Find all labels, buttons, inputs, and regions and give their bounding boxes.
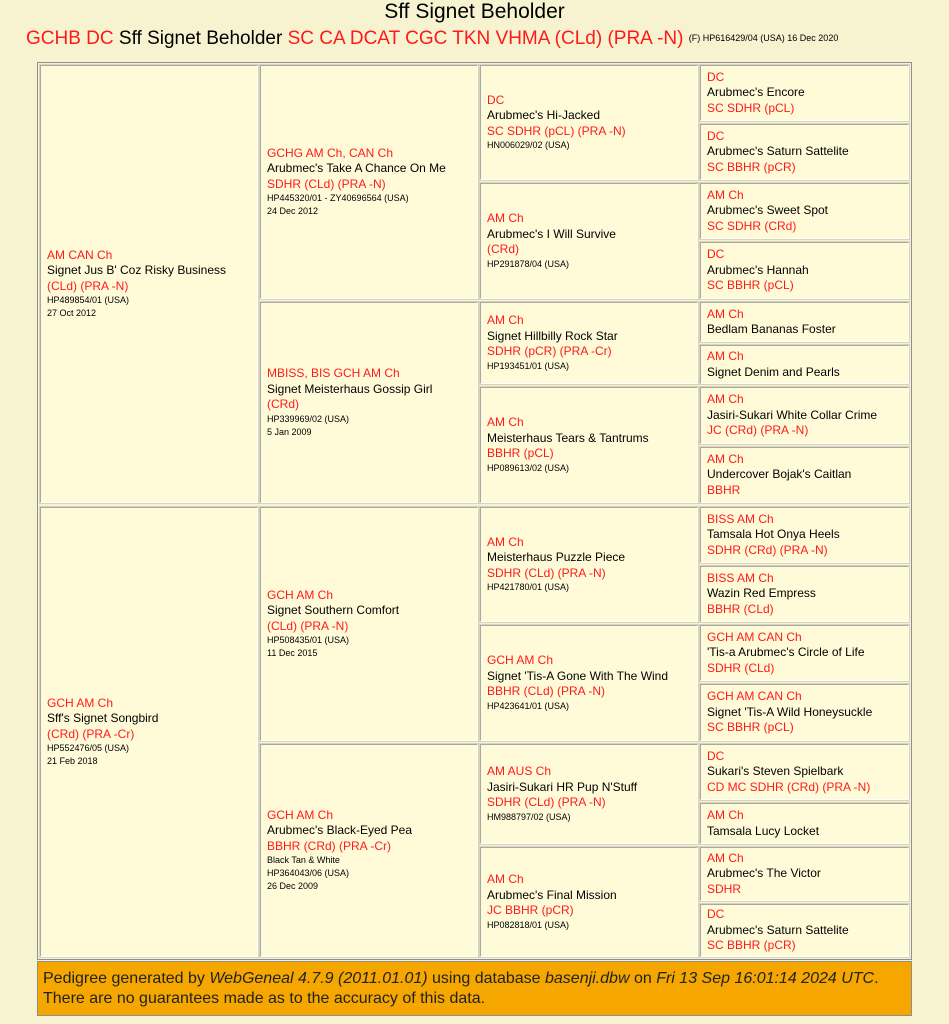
dog-name[interactable]: 'Tis-a Arubmec's Circle of Life <box>707 645 865 660</box>
health-titles: JC (CRd) (PRA -N) <box>707 423 809 438</box>
dog-name[interactable]: Meisterhaus Puzzle Piece <box>487 550 626 565</box>
dog-name[interactable]: Arubmec's The Victor <box>707 866 821 881</box>
dog-name[interactable]: Arubmec's Final Mission <box>487 887 617 902</box>
dog-name[interactable]: Arubmec's Take A Chance On Me <box>267 161 446 176</box>
dog-name[interactable]: Wazin Red Empress <box>707 586 816 601</box>
titles: AM Ch <box>707 392 744 407</box>
suffix-titles: SC CA DCAT CGC TKN VHMA (CLd) (PRA -N) <box>287 28 684 49</box>
titles: GCH AM Ch <box>47 695 114 710</box>
dog-name[interactable]: Arubmec's I Will Survive <box>487 226 616 241</box>
health-titles: SDHR (pCR) (PRA -Cr) <box>487 344 612 359</box>
dog-name[interactable]: Arubmec's Black-Eyed Pea <box>267 823 413 838</box>
pedigree-cell-gen2 <box>260 302 478 503</box>
dog-name[interactable]: Arubmec's Saturn Sattelite <box>707 922 849 937</box>
birth-date: 5 Jan 2009 <box>267 426 312 437</box>
health-titles: SDHR <box>707 881 742 896</box>
pedigree-cell-dam <box>40 507 258 957</box>
registration: HP291878/04 (USA) <box>487 258 570 269</box>
pedigree-cell-gen4 <box>700 65 909 121</box>
dog-name[interactable]: Tamsala Hot Onya Heels <box>707 527 840 542</box>
registration: HM988797/02 (USA) <box>487 811 571 822</box>
coat-color: Black Tan & White <box>267 855 340 866</box>
pedigree-cell-gen3 <box>480 744 698 844</box>
titles: GCH AM Ch <box>267 807 334 822</box>
dog-name[interactable]: Arubmec's Saturn Sattelite <box>707 144 849 159</box>
pedigree-cell-gen3 <box>480 65 698 180</box>
prefix-titles: GCHB DC <box>26 28 114 49</box>
dog-name[interactable]: Tamsala Lucy Locket <box>707 823 820 838</box>
titles: AM Ch <box>487 534 524 549</box>
footer-text: using database <box>427 970 545 987</box>
pedigree-cell-gen3 <box>480 387 698 503</box>
pedigree-cell-gen3 <box>480 183 698 299</box>
titles: BISS AM Ch <box>707 511 774 526</box>
dog-header-line <box>26 25 838 51</box>
titles: AM Ch <box>707 187 744 202</box>
health-titles: BBHR (CLd) <box>707 601 774 616</box>
database-name: basenji.dbw <box>545 970 630 987</box>
dog-name[interactable]: Signet 'Tis-A Gone With The Wind <box>487 668 669 683</box>
pedigree-cell-gen4 <box>700 345 909 384</box>
dog-name[interactable]: Arubmec's Sweet Spot <box>707 203 829 218</box>
registration: HP423641/01 (USA) <box>487 700 570 711</box>
registration: HP089613/02 (USA) <box>487 462 570 473</box>
dog-name[interactable]: Signet 'Tis-A Wild Honeysuckle <box>707 704 873 719</box>
titles: AM Ch <box>707 451 744 466</box>
health-titles: CD MC SDHR (CRd) (PRA -N) <box>707 779 871 794</box>
generated-date: Fri 13 Sep 16:01:14 2024 UTC <box>656 970 875 987</box>
health-titles: SDHR (CLd) (PRA -N) <box>487 565 606 580</box>
titles: AM CAN Ch <box>47 247 113 262</box>
titles: AM Ch <box>487 872 524 887</box>
dog-name[interactable]: Sukari's Steven Spielbark <box>707 764 844 779</box>
dog-details: (F) HP616429/04 (USA) 16 Dec 2020 <box>688 33 839 43</box>
health-titles: SC SDHR (pCL) (PRA -N) <box>487 123 626 138</box>
health-titles: BBHR <box>707 482 741 497</box>
birth-date: 27 Oct 2012 <box>47 308 97 319</box>
titles: GCH AM Ch <box>487 653 554 668</box>
health-titles: (CRd) <box>267 397 299 412</box>
dog-name[interactable]: Meisterhaus Tears & Tantrums <box>487 430 649 445</box>
dog-name[interactable]: Signet Meisterhaus Gossip Girl <box>267 381 433 396</box>
titles: AM Ch <box>487 415 524 430</box>
health-titles: JC BBHR (pCR) <box>487 903 574 918</box>
health-titles: (CRd) <box>487 242 519 257</box>
registration: HP489854/01 (USA) <box>47 295 130 306</box>
health-titles: SDHR (CLd) (PRA -N) <box>487 795 606 810</box>
health-titles: BBHR (CLd) (PRA -N) <box>487 684 606 699</box>
dog-name[interactable]: Signet Southern Comfort <box>267 603 400 618</box>
page-title: Sff Signet Beholder <box>384 0 565 23</box>
birth-date: 21 Feb 2018 <box>47 756 98 767</box>
titles: BISS AM Ch <box>707 570 774 585</box>
dog-name[interactable]: Arubmec's Hannah <box>707 262 809 277</box>
dog-name[interactable]: Sff's Signet Songbird <box>47 711 159 726</box>
registration: HP508435/01 (USA) <box>267 635 350 646</box>
health-titles: SC SDHR (pCL) <box>707 100 795 115</box>
dog-name[interactable]: Undercover Bojak's Caitlan <box>707 467 852 482</box>
pedigree-cell-gen4 <box>700 302 909 342</box>
pedigree-cell-gen4 <box>700 124 909 180</box>
health-titles: SDHR (CLd) (PRA -N) <box>267 176 386 191</box>
health-titles: SC BBHR (pCL) <box>707 278 794 293</box>
titles: DC <box>707 128 725 143</box>
titles: AM Ch <box>487 211 524 226</box>
health-titles: SDHR (CRd) (PRA -N) <box>707 542 828 557</box>
titles: AM Ch <box>707 850 744 865</box>
pedigree-cell-gen4 <box>700 684 909 741</box>
footer-text: Pedigree generated by <box>43 970 210 987</box>
birth-date: 26 Dec 2009 <box>267 881 319 892</box>
footer-text: on <box>629 970 657 987</box>
dog-name[interactable]: Jasiri-Sukari HR Pup N'Stuff <box>487 779 638 794</box>
pedigree-cell-gen4 <box>700 387 909 444</box>
health-titles: (CRd) (PRA -Cr) <box>47 726 135 741</box>
health-titles: SC BBHR (pCL) <box>707 720 794 735</box>
registration: HP552476/05 (USA) <box>47 743 130 754</box>
pedigree-cell-gen4 <box>700 847 909 901</box>
pedigree-cell-gen2 <box>260 744 478 957</box>
pedigree-cell-gen4 <box>700 183 909 239</box>
health-titles: SDHR (CLd) <box>707 660 775 675</box>
registration: HP193451/01 (USA) <box>487 360 570 371</box>
pedigree-cell-gen4 <box>700 507 909 563</box>
registration: HP339969/02 (USA) <box>267 413 350 424</box>
pedigree-cell-gen4 <box>700 242 909 299</box>
birth-date: 11 Dec 2015 <box>267 648 318 659</box>
pedigree-cell-gen4 <box>700 904 909 957</box>
titles: AM Ch <box>707 808 744 822</box>
dog-name[interactable]: Bedlam Bananas Foster <box>707 322 836 336</box>
titles: DC <box>707 247 725 262</box>
pedigree-table <box>37 62 912 960</box>
pedigree-cell-gen4 <box>700 625 909 681</box>
pedigree-cell-gen4 <box>700 803 909 844</box>
health-titles: BBHR (CRd) (PRA -Cr) <box>267 838 392 853</box>
pedigree-cell-sire <box>40 65 258 503</box>
dog-name[interactable]: Signet Denim and Pearls <box>707 364 840 379</box>
titles: GCHG AM Ch, CAN Ch <box>267 145 394 160</box>
titles: GCH AM CAN Ch <box>707 629 802 644</box>
pedigree-cell-gen2 <box>260 507 478 741</box>
health-titles: BBHR (pCL) <box>487 446 554 461</box>
registration: HP421780/01 (USA) <box>487 582 570 593</box>
pedigree-cell-gen2 <box>260 65 478 299</box>
registration: HN006029/02 (USA) <box>487 140 570 151</box>
dog-name[interactable]: Signet Jus B' Coz Risky Business <box>47 263 227 278</box>
titles: AM AUS Ch <box>487 764 552 779</box>
pedigree-cell-gen4 <box>700 744 909 800</box>
pedigree-cell-gen3 <box>480 847 698 957</box>
footer-text: . <box>874 970 879 987</box>
registration: HP364043/06 (USA) <box>267 868 350 879</box>
registration: HP445320/01 - ZY40696564 (USA) <box>267 193 409 204</box>
app-name: WebGeneal 4.7.9 (2011.01.01) <box>209 970 428 987</box>
health-titles: SC SDHR (CRd) <box>707 218 797 233</box>
titles: AM Ch <box>707 349 744 363</box>
titles: DC <box>707 748 725 763</box>
dog-name[interactable]: Arubmec's Hi-Jacked <box>487 108 600 123</box>
pedigree-cell-gen3 <box>480 507 698 622</box>
titles: DC <box>707 69 725 84</box>
birth-date: 24 Dec 2012 <box>267 206 319 217</box>
health-titles: (CLd) (PRA -N) <box>267 618 349 633</box>
dog-name[interactable]: Jasiri-Sukari White Collar Crime <box>707 407 878 422</box>
pedigree-cell-gen3 <box>480 302 698 384</box>
dog-name[interactable]: Signet Hillbilly Rock Star <box>487 328 618 343</box>
health-titles: (CLd) (PRA -N) <box>47 278 129 293</box>
health-titles: SC BBHR (pCR) <box>707 938 796 953</box>
registration: HP082818/01 (USA) <box>487 919 570 930</box>
titles: GCH AM CAN Ch <box>707 689 802 704</box>
titles: MBISS, BIS GCH AM Ch <box>267 366 400 381</box>
dog-name[interactable]: Arubmec's Encore <box>707 85 805 100</box>
pedigree-cell-gen4 <box>700 447 909 503</box>
dog-name: Sff Signet Beholder <box>118 28 283 49</box>
pedigree-cell-gen4 <box>700 566 909 622</box>
titles: DC <box>487 92 505 107</box>
titles: GCH AM Ch <box>267 587 334 602</box>
disclaimer: There are no guarantees made as to the accuracy of this data. <box>43 990 486 1007</box>
pedigree-cell-gen3 <box>480 625 698 741</box>
health-titles: SC BBHR (pCR) <box>707 159 796 174</box>
footer-notice <box>37 961 912 1016</box>
titles: DC <box>707 907 725 922</box>
titles: AM Ch <box>707 306 744 321</box>
titles: AM Ch <box>487 313 524 328</box>
